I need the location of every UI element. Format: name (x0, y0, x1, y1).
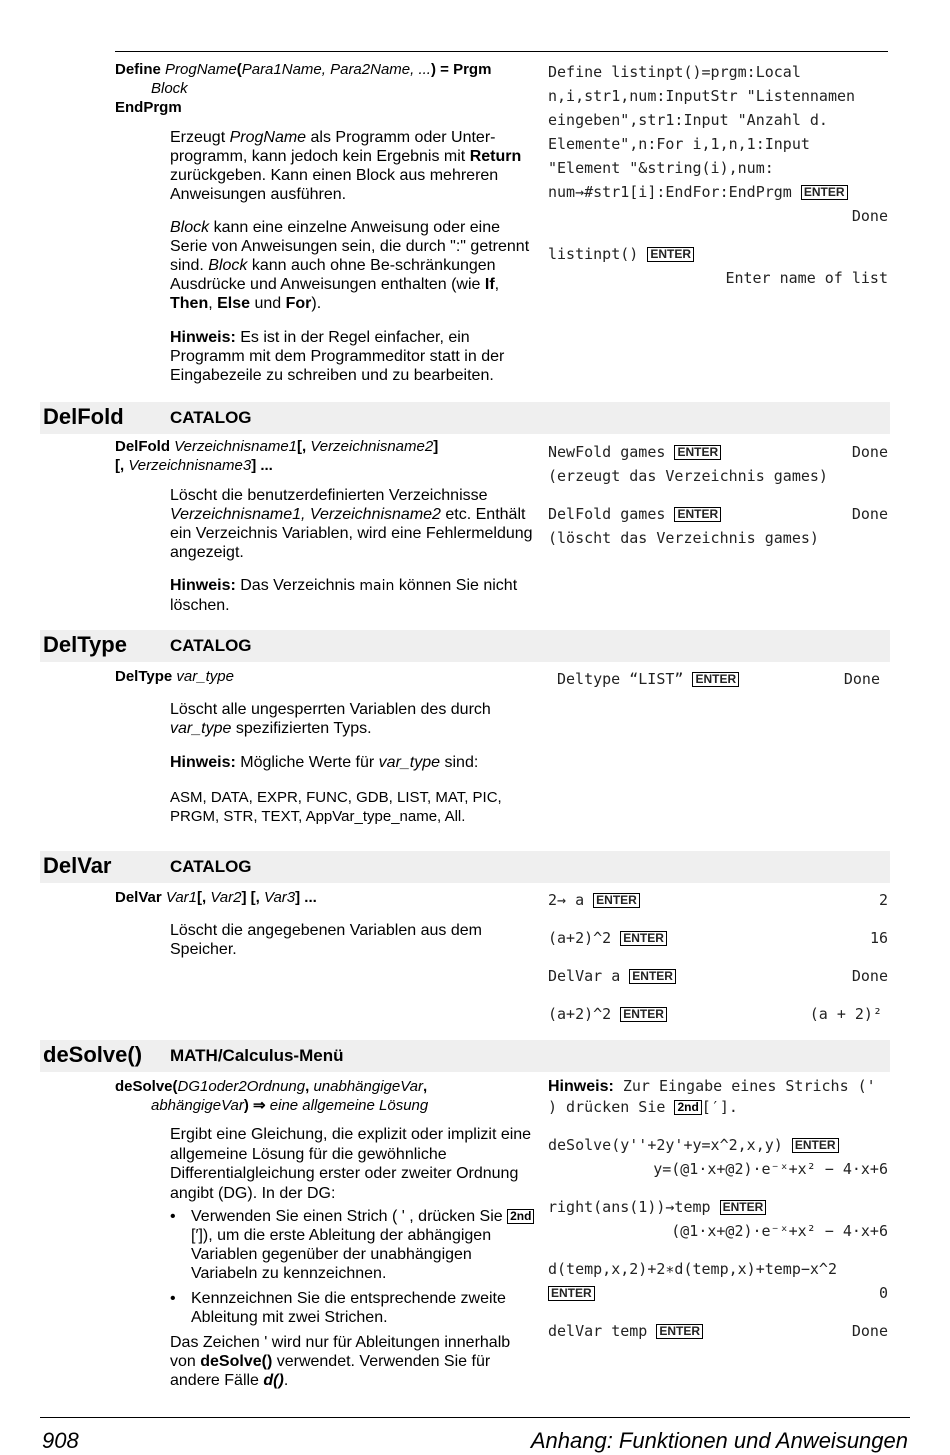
define-syntax: Define ProgName(Para1Name, Para2Name, ...) = Prgm Block EndPrgm (115, 61, 492, 116)
enter-key: ENTER (620, 931, 667, 946)
deltype-syntax: DelType var_type (115, 668, 234, 685)
enter-key: ENTER (792, 1138, 839, 1153)
delvar-example-row: (a+2)^2 ENTER 16 (548, 929, 888, 947)
top-rule (115, 51, 888, 52)
define-block-description: Block kann eine einzelne Anweisung oder eine Serie von Anweisungen sein, die durch ":" getrennt sind. Block kann auch ohne Be-schränkungen Ausdrücke und Anweisungen enthalten (wie If, Then, Else und For). (170, 219, 530, 312)
enter-key: ENTER (656, 1324, 703, 1339)
second-key: 2nd (507, 1209, 534, 1224)
deltype-note: Hinweis: Mögliche Werte für var_type sind: (170, 754, 479, 771)
enter-key: ENTER (720, 1200, 767, 1215)
enter-key: ENTER (620, 1007, 667, 1022)
deltype-values: ASM, DATA, EXPR, FUNC, GDB, LIST, MAT, PIC, PRGM, STR, TEXT, AppVar_type_name, All. (170, 789, 502, 825)
enter-key: ENTER (692, 672, 739, 687)
enter-key: ENTER (674, 507, 721, 522)
delfold-header (40, 402, 890, 434)
enter-key: ENTER (629, 969, 676, 984)
deltype-example: Deltype “LIST” ENTER Done (557, 670, 880, 688)
delfold-syntax: DelFold Verzeichnisname1[, Verzeichnisname2] [, Verzeichnisname3] ... (115, 438, 439, 474)
delvar-title: DelVar (43, 853, 112, 878)
desolve-bullet-1: • Verwenden Sie einen Strich ( ' , drücken Sie 2nd [′]), um die erste Ableitung der abhängigen Variablen gegenüber der unabhängigen Variabeln zu kennzeichnen. (170, 1207, 541, 1283)
desolve-syntax: deSolve(DG1oder2Ordnung, unabhängigeVar, abhängigeVar) ⇒ eine allgemeine Lösung (115, 1078, 429, 1114)
delfold-description: Löscht die benutzerdefinierten Verzeichnisse Verzeichnisname1, Verzeichnisname2 etc. Enthält ein Verzeichnis Variablen, wird eine Fehlermeldung angezeigt. (170, 487, 533, 561)
deltype-description: Löscht alle ungesperrten Variablen des durch var_type spezifizierten Typs. (170, 701, 491, 737)
delfold-catalog: CATALOG (170, 408, 252, 427)
desolve-title: deSolve() (43, 1042, 143, 1067)
page-number: 908 (42, 1428, 79, 1453)
delvar-example (548, 888, 888, 1026)
delvar-description: Löscht die angegebenen Variablen aus dem Speicher. (170, 922, 482, 958)
desolve-bullet-2: • Kennzeichnen Sie die entsprechende zweite Ableitung mit zwei Strichen. (170, 1290, 506, 1326)
desolve-closing: Das Zeichen ' wird nur für Ableitungen innerhalb von deSolve() verwendet. Verwenden Sie für andere Fälle d(). (170, 1334, 511, 1389)
define-example: Define listinpt()=prgm:Local n,i,str1,num:InputStr "Listennamen eingeben",str1:Input "Anzahl d. Elemente",n:For i,1,n,1:Input "Element "&string(i),num: num→#str1[i]:EndFor:EndPrgm ENTER Done listinpt() ENTER Enter name of list (548, 63, 888, 287)
delfold-note: Hinweis: Das Verzeichnis main können Sie nicht löschen. (170, 577, 518, 614)
footer-title: Anhang: Funktionen und Anweisungen (530, 1428, 908, 1453)
footer-rule (40, 1417, 910, 1418)
define-note: Hinweis: Es ist in der Regel einfacher, ein Programm mit dem Programmeditor statt in der Eingabezeile zu schreiben und zu bearbeiten. (170, 329, 505, 384)
delvar-header (40, 851, 890, 883)
define-description: Erzeugt ProgName als Programm oder Unter-programm, kann jedoch kein Ergebnis mit Return zurückgeben. Kann einen Block aus mehreren Anweisungen ausführen. (170, 129, 522, 203)
desolve-example: deSolve(y''+2y'+y=x^2,x,y) ENTER y=(@1·x+@2)·e⁻ˣ+x² − 4·x+6 right(ans(1))→temp ENTER (@1·x+@2)·e⁻ˣ+x² − 4·x+6 d(temp,x,2)+2∗d(temp,x)+temp−x^2 ENTER 0 delVar temp ENTER Done (548, 1136, 888, 1340)
deltype-title: DelType (43, 632, 127, 657)
delvar-example-row: DelVar a ENTER Done (548, 967, 888, 985)
second-key: 2nd (674, 1100, 701, 1115)
enter-key: ENTER (801, 185, 848, 200)
enter-key: ENTER (593, 893, 640, 908)
deltype-catalog: CATALOG (170, 636, 252, 655)
delvar-example-row: 2→ a ENTER 2 (548, 891, 888, 909)
desolve-header (40, 1040, 890, 1072)
enter-key: ENTER (647, 247, 694, 262)
bullet-icon: • (170, 1208, 176, 1225)
delvar-catalog: CATALOG (170, 857, 252, 876)
enter-key: ENTER (548, 1286, 595, 1301)
desolve-note: Hinweis: Zur Eingabe eines Strichs (' ) drücken Sie 2nd [′]. (548, 1077, 876, 1116)
delfold-title: DelFold (43, 404, 124, 429)
delvar-example-row: (a+2)^2 ENTER (a + 2)² (548, 1005, 882, 1023)
bullet-icon: • (170, 1290, 176, 1307)
deltype-header (40, 630, 890, 662)
enter-key: ENTER (674, 445, 721, 460)
delvar-syntax: DelVar Var1[, Var2] [, Var3] ... (115, 889, 317, 906)
delfold-example: NewFold games ENTER Done (erzeugt das Verzeichnis games) DelFold games ENTER Done (löscht das Verzeichnis games) (548, 443, 888, 547)
desolve-description: Ergibt eine Gleichung, die explizit oder implizit eine allgemeine Lösung für die gewöhnliche Differentialgleichung erster oder zweiter Ordnung angibt (DG). In der DG: (170, 1126, 532, 1202)
desolve-catalog: MATH/Calculus-Menü (170, 1046, 344, 1065)
